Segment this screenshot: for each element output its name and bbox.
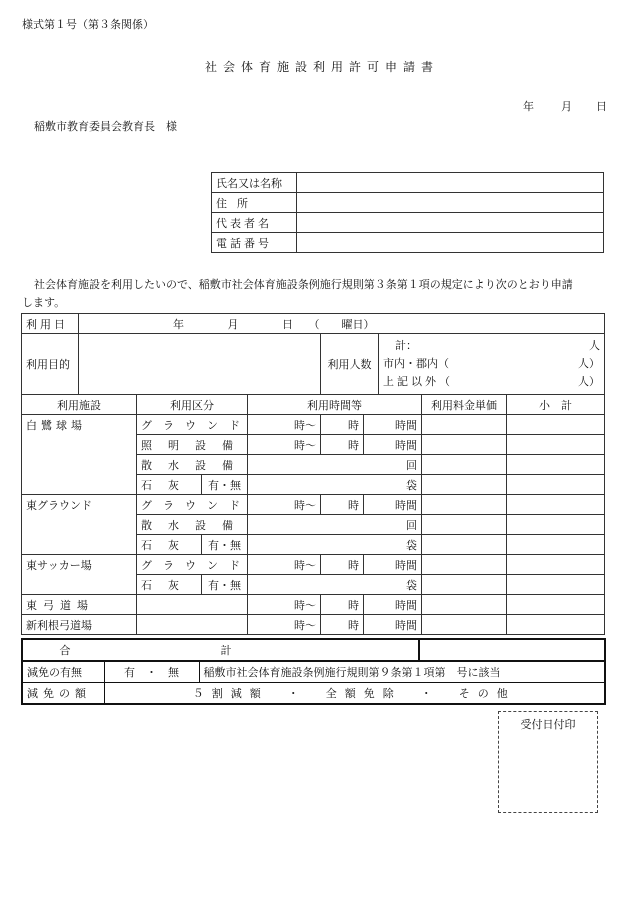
usage-date-label: 利用日 — [22, 314, 79, 334]
facility-kyudo: 東弓道場 — [22, 595, 137, 615]
usage-month: 月 — [227, 317, 239, 331]
applicant-table — [211, 172, 604, 253]
exemption-label: 減免の有無 — [22, 661, 104, 683]
time-from[interactable]: 時〜 — [248, 415, 321, 435]
subtotal-cell[interactable] — [507, 455, 605, 475]
total-label: 合計 — [22, 639, 419, 661]
label-representative: 代表者名 — [212, 213, 297, 233]
subtotal-cell[interactable] — [507, 415, 605, 435]
unit-price-cell[interactable] — [422, 575, 507, 595]
page-title: 社会体育施設利用許可申請書 — [205, 60, 440, 74]
time-to[interactable]: 時 — [321, 595, 364, 615]
time-from[interactable]: 時〜 — [248, 555, 321, 575]
time-hours[interactable]: 時間 — [364, 495, 422, 515]
unit-price-cell[interactable] — [422, 555, 507, 575]
people-total-unit: 人 — [589, 339, 601, 352]
unit-price-cell[interactable] — [422, 595, 507, 615]
lime-option[interactable]: 有・無 — [202, 575, 248, 595]
date-day: 日 — [596, 100, 607, 113]
lime-option[interactable]: 有・無 — [202, 535, 248, 555]
time-hours[interactable]: 時間 — [364, 595, 422, 615]
exemption-rule: 稲敷市社会体育施設条例施行規則第９条第１項第 号に該当 — [199, 661, 605, 683]
category-lime: 石灰 — [137, 535, 202, 555]
exemption-amount-label: 減免の額 — [22, 683, 104, 705]
unit-price-cell[interactable] — [422, 475, 507, 495]
people-outside-label: 上記以外（ — [383, 375, 453, 388]
subtotal-cell[interactable] — [507, 495, 605, 515]
facility-east-soccer: 東サッカー場 — [22, 555, 137, 595]
phone-field[interactable] — [297, 233, 604, 253]
time-to[interactable]: 時 — [321, 415, 364, 435]
category-watering: 散水設備 — [137, 515, 248, 535]
category-empty — [137, 595, 248, 615]
exemption-choice[interactable]: 有 ・ 無 — [104, 661, 199, 683]
total-amount-field[interactable] — [419, 639, 605, 661]
subtotal-cell[interactable] — [507, 475, 605, 495]
form-number: 様式第１号（第３条関係） — [22, 18, 154, 31]
lime-option[interactable]: 有・無 — [202, 475, 248, 495]
time-to[interactable]: 時 — [321, 555, 364, 575]
unit-price-cell[interactable] — [422, 515, 507, 535]
unit-price-cell[interactable] — [422, 455, 507, 475]
time-hours[interactable]: 時間 — [364, 435, 422, 455]
date-year: 年 — [523, 100, 534, 113]
usage-weekday: （ 曜日） — [308, 317, 375, 331]
usage-day: 日 — [282, 317, 293, 331]
name-field[interactable] — [297, 173, 604, 193]
receipt-stamp-label: 受付日付印 — [520, 718, 576, 731]
subtotal-cell[interactable] — [507, 435, 605, 455]
people-breakdown[interactable] — [379, 334, 605, 395]
count-bags[interactable]: 袋 — [248, 535, 422, 555]
time-hours[interactable]: 時間 — [364, 415, 422, 435]
category-empty — [137, 615, 248, 635]
facility-shirasagi: 白鷺球場 — [22, 415, 137, 495]
purpose-field[interactable] — [79, 334, 321, 395]
subtotal-cell[interactable] — [507, 535, 605, 555]
label-phone: 電話番号 — [212, 233, 297, 253]
label-address: 住所 — [212, 193, 297, 213]
category-lighting: 照明設備 — [137, 435, 248, 455]
category-ground: グラウンド — [137, 415, 248, 435]
intro-line-2: します。 — [22, 296, 66, 309]
people-total-label: 計： — [395, 339, 417, 352]
people-label: 利用人数 — [321, 334, 379, 395]
label-name: 氏名又は名称 — [212, 173, 297, 193]
people-outside-unit: 人） — [578, 375, 601, 388]
unit-price-cell[interactable] — [422, 495, 507, 515]
col-facility: 利用施設 — [22, 395, 137, 415]
unit-price-cell[interactable] — [422, 435, 507, 455]
subtotal-cell[interactable] — [507, 615, 605, 635]
usage-date-field[interactable] — [79, 314, 605, 334]
col-unit-price: 利用料金単価 — [422, 395, 507, 415]
usage-year: 年 — [173, 317, 184, 331]
time-hours[interactable]: 時間 — [364, 555, 422, 575]
purpose-label: 利用目的 — [22, 334, 79, 395]
subtotal-cell[interactable] — [507, 575, 605, 595]
col-category: 利用区分 — [137, 395, 248, 415]
category-ground: グラウンド — [137, 495, 248, 515]
usage-table — [21, 313, 605, 635]
subtotal-cell[interactable] — [507, 595, 605, 615]
facility-east-ground: 東グラウンド — [22, 495, 137, 555]
unit-price-cell[interactable] — [422, 615, 507, 635]
time-from[interactable]: 時〜 — [248, 615, 321, 635]
addressee: 稲敷市教育委員会教育長 様 — [34, 120, 177, 133]
people-in-city-unit: 人） — [578, 357, 601, 370]
address-field[interactable] — [297, 193, 604, 213]
exemption-amount-choices[interactable]: ５割減額 ・ 全額免除 ・ その他 — [104, 683, 605, 705]
subtotal-cell[interactable] — [507, 515, 605, 535]
count-times[interactable]: 回 — [248, 515, 422, 535]
subtotal-cell[interactable] — [507, 555, 605, 575]
people-in-city-label: 市内・郡内（ — [383, 357, 449, 370]
col-time: 利用時間等 — [248, 395, 422, 415]
representative-field[interactable] — [297, 213, 604, 233]
category-watering: 散水設備 — [137, 455, 248, 475]
intro-line-1: 社会体育施設を利用したいので、稲敷市社会体育施設条例施行規則第３条第１項の規定により次のとおり申請 — [34, 278, 573, 291]
time-from[interactable]: 時〜 — [248, 435, 321, 455]
totals-table — [21, 638, 606, 705]
time-to[interactable]: 時 — [321, 615, 364, 635]
time-from[interactable]: 時〜 — [248, 495, 321, 515]
count-times[interactable]: 回 — [248, 455, 422, 475]
time-to[interactable]: 時 — [321, 435, 364, 455]
unit-price-cell[interactable] — [422, 415, 507, 435]
col-subtotal: 小 計 — [507, 395, 605, 415]
category-lime: 石灰 — [137, 475, 202, 495]
facility-shintone: 新利根弓道場 — [22, 615, 137, 635]
time-hours[interactable]: 時間 — [364, 615, 422, 635]
unit-price-cell[interactable] — [422, 535, 507, 555]
receipt-stamp-box — [498, 711, 598, 813]
time-to[interactable]: 時 — [321, 495, 364, 515]
count-bags[interactable]: 袋 — [248, 475, 422, 495]
count-bags[interactable]: 袋 — [248, 575, 422, 595]
category-ground: グラウンド — [137, 555, 248, 575]
category-lime: 石灰 — [137, 575, 202, 595]
time-from[interactable]: 時〜 — [248, 595, 321, 615]
date-month: 月 — [561, 100, 572, 113]
